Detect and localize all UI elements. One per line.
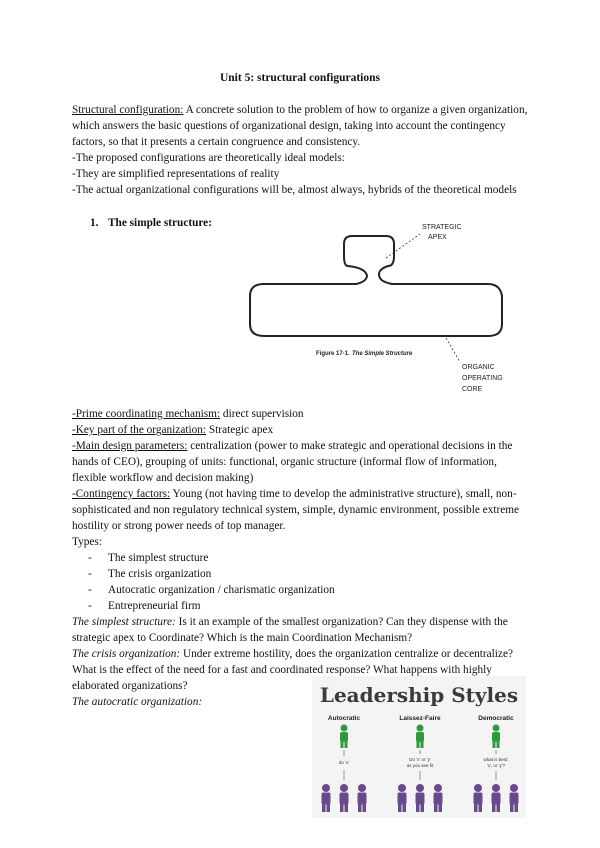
list-item: - The simplest structure (88, 552, 209, 564)
crisis-label: The crisis organization: (72, 648, 181, 660)
label-apex-1: STRATEGIC (422, 224, 462, 231)
col-laissez-faire: Laissez-Faire (399, 715, 441, 722)
contingency-factors (72, 486, 530, 534)
label-core-2: OPERATING (462, 375, 503, 382)
caption-figure-number: Figure 17-1. (316, 351, 350, 357)
caption-figure-title: The Simple Structure (352, 351, 413, 357)
list-item: - Entrepreneurial firm (88, 600, 201, 612)
bubble-democratic-1: what is best: (483, 757, 509, 762)
design-text: centralization (power to make strategic and operational decisions in the hands of CEO), grouping of units: functional, organic structure (informal flow of information, flexible workflow and decision making) (72, 440, 513, 484)
leadership-styles-image (312, 676, 526, 818)
type-item: Autocratic organization / charismatic organization (108, 584, 335, 596)
label-core-1: ORGANIC (462, 364, 495, 371)
simple-structure-shape (250, 236, 502, 336)
types-list (88, 550, 528, 614)
section-title: The simple structure: (108, 217, 212, 229)
types-label: Types: (72, 536, 102, 548)
bubble-laissez-1: Do 'x' or 'y' (409, 757, 431, 762)
intro-paragraph (72, 102, 530, 150)
prime-label: -Prime coordinating mechanism: (72, 408, 221, 420)
autocratic-label: The autocratic organization: (72, 696, 203, 708)
prime-mechanism (72, 406, 530, 422)
list-item: - The crisis organization (88, 568, 212, 580)
simplest-text: Is it an example of the smallest organization? Can they dispense with the strategic apex to Coordinate? Which is the main Coordination Mechanism? (72, 616, 508, 644)
page-title: Unit 5: structural configurations (219, 72, 381, 84)
label-core-3: CORE (462, 386, 483, 393)
intro-term: Structural configuration: (72, 104, 184, 116)
bullet-2: -They are simplified representations of reality (72, 168, 280, 180)
bullet-1: -The proposed configurations are theoretically ideal models: (72, 152, 345, 164)
key-label: -Key part of the organization: (72, 424, 207, 436)
col-democratic: Democratic (478, 715, 514, 722)
contingency-text: Young (not having time to develop the administrative structure), small, non-sophisticated and non regulatory technical system, simple, dynamic environment, possible extreme hostility or strong power needs of top manager. (72, 488, 520, 532)
label-apex-2: APEX (428, 234, 447, 241)
prime-text: direct supervision (220, 408, 304, 420)
design-label: -Main design parameters: (72, 440, 188, 452)
design-parameters (72, 438, 530, 486)
contingency-label: -Contingency factors: (72, 488, 171, 500)
simplest-label: The simplest structure: (72, 616, 176, 628)
bubble-autocratic: do 'x' (338, 760, 350, 765)
simple-structure-figure (240, 212, 520, 398)
bubble-democratic-2: 'x', or 'y'? (486, 763, 506, 768)
crisis-text: Under extreme hostility, does the organization centralize or decentralize? What is the effect of the need for a fast and coordinated response? What happens with highly elaborated organizations? (72, 648, 513, 692)
type-item: The simplest structure (108, 552, 209, 564)
bullet-3: -The actual organizational configurations will be, almost always, hybrids of the theoretical models (72, 184, 517, 196)
bubble-laissez-2: as you see fit (406, 763, 434, 768)
key-part (72, 422, 530, 438)
type-item: Entrepreneurial firm (108, 600, 201, 612)
intro-definition: A concrete solution to the problem of how to organize a given organization, which answers the basic questions of organizational design, taking into account the contingency factors, so that it presents a certain congruence and consistency. (72, 104, 528, 148)
type-item: The crisis organization (108, 568, 212, 580)
leadership-title: Leadership Styles (319, 683, 519, 707)
section-number: 1. (90, 217, 99, 229)
simplest-question (72, 614, 530, 646)
col-autocratic: Autocratic (327, 715, 361, 722)
key-text: Strategic apex (206, 424, 274, 436)
list-item: - Autocratic organization / charismatic organization (88, 584, 335, 596)
